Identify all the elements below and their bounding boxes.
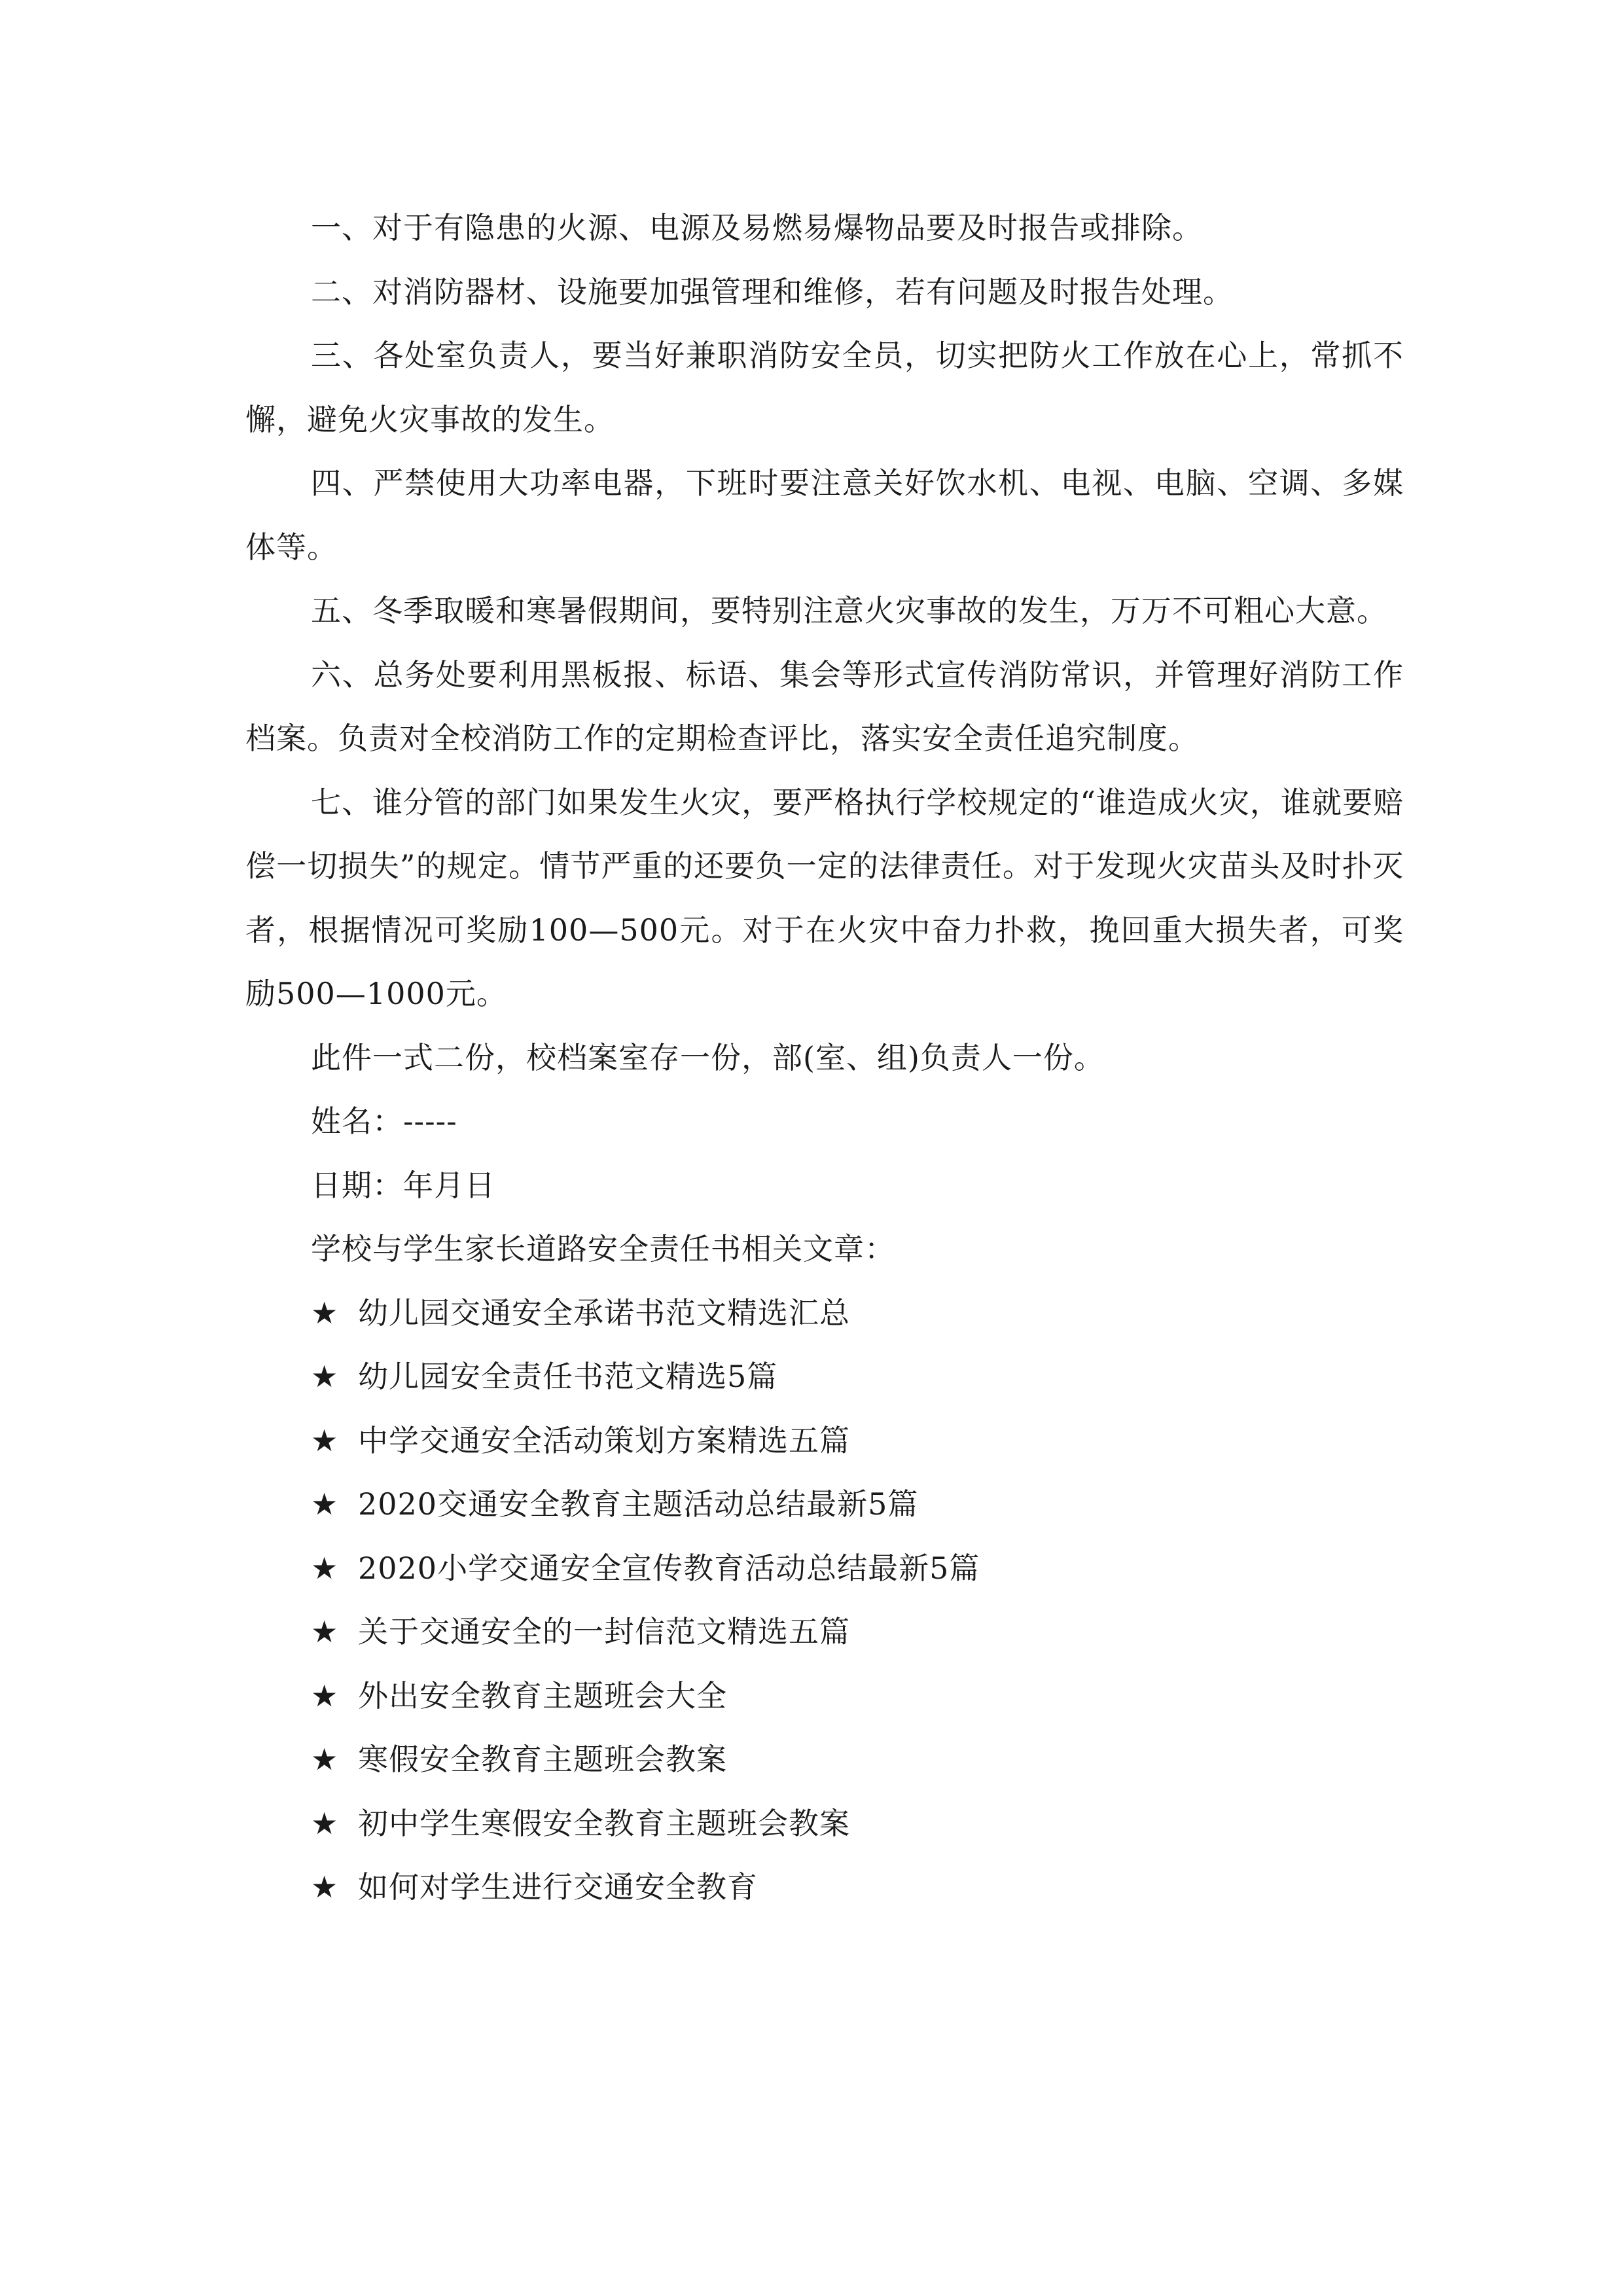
star-icon: ★: [311, 1359, 339, 1394]
related-article-title[interactable]: 2020交通安全教育主题活动总结最新5篇: [358, 1486, 919, 1522]
clause-6: 六、总务处要利用黑板报、标语、集会等形式宣传消防常识，并管理好消防工作档案。负责对全校消防工作的定期检查评比，落实安全责任追究制度。: [245, 656, 1404, 756]
related-heading: 学校与学生家长道路安全责任书相关文章：: [311, 1231, 895, 1266]
related-article[interactable]: [245, 1600, 1404, 1664]
star-icon: ★: [311, 1869, 339, 1905]
related-article[interactable]: [245, 1728, 1404, 1792]
related-article[interactable]: [245, 1345, 1404, 1409]
related-article-title[interactable]: 中学交通安全活动策划方案精选五篇: [358, 1422, 850, 1458]
signature-date: 日期：年月日: [311, 1167, 495, 1203]
related-article-title[interactable]: 如何对学生进行交通安全教育: [358, 1869, 758, 1905]
related-article-title[interactable]: 2020小学交通安全宣传教育活动总结最新5篇: [358, 1550, 980, 1586]
star-icon: ★: [311, 1614, 339, 1649]
clause-5: 五、冬季取暖和寒暑假期间，要特别注意火灾事故的发生，万万不可粗心大意。: [311, 593, 1387, 628]
related-article-title[interactable]: 幼儿园安全责任书范文精选5篇: [358, 1359, 778, 1394]
related-article[interactable]: [245, 1856, 1404, 1920]
related-article[interactable]: [245, 1409, 1404, 1473]
clause-3: 三、各处室负责人，要当好兼职消防安全员，切实把防火工作放在心上，常抓不懈，避免火灾事故的发生。: [245, 338, 1404, 437]
star-icon: ★: [311, 1742, 339, 1777]
related-articles-list: [245, 1282, 1404, 1920]
copies-note: 此件一式二份，校档案室存一份，部(室、组)负责人一份。: [311, 1039, 1105, 1075]
related-article[interactable]: [245, 1537, 1404, 1601]
related-article[interactable]: [245, 1792, 1404, 1856]
star-icon: ★: [311, 1295, 339, 1331]
related-article[interactable]: [245, 1473, 1404, 1537]
clause-4: 四、严禁使用大功率电器，下班时要注意关好饮水机、电视、电脑、空调、多媒体等。: [245, 465, 1404, 565]
star-icon: ★: [311, 1550, 339, 1586]
star-icon: ★: [311, 1422, 339, 1458]
related-article-title[interactable]: 幼儿园交通安全承诺书范文精选汇总: [358, 1295, 850, 1331]
star-icon: ★: [311, 1486, 339, 1522]
clause-1: 一、对于有隐患的火源、电源及易燃易爆物品要及时报告或排除。: [311, 210, 1203, 245]
clause-2: 二、对消防器材、设施要加强管理和维修，若有问题及时报告处理。: [311, 274, 1234, 310]
related-article-title[interactable]: 外出安全教育主题班会大全: [358, 1677, 727, 1713]
signature-name: 姓名：-----: [311, 1103, 457, 1139]
star-icon: ★: [311, 1677, 339, 1713]
related-article-title[interactable]: 初中学生寒假安全教育主题班会教案: [358, 1805, 850, 1841]
star-icon: ★: [311, 1805, 339, 1841]
related-article[interactable]: [245, 1282, 1404, 1346]
related-article[interactable]: [245, 1664, 1404, 1729]
related-article-title[interactable]: 关于交通安全的一封信范文精选五篇: [358, 1614, 850, 1649]
clause-7: 七、谁分管的部门如果发生火灾，要严格执行学校规定的“谁造成火灾，谁就要赔偿一切损失”的规定。情节严重的还要负一定的法律责任。对于发现火灾苗头及时扑灭者，根据情况可奖励100—500元。对于在火灾中奋力扑救，挽回重大损失者，可奖励500—1000元。: [245, 784, 1404, 1011]
document-page: [245, 196, 1404, 1920]
related-article-title[interactable]: 寒假安全教育主题班会教案: [358, 1742, 727, 1777]
